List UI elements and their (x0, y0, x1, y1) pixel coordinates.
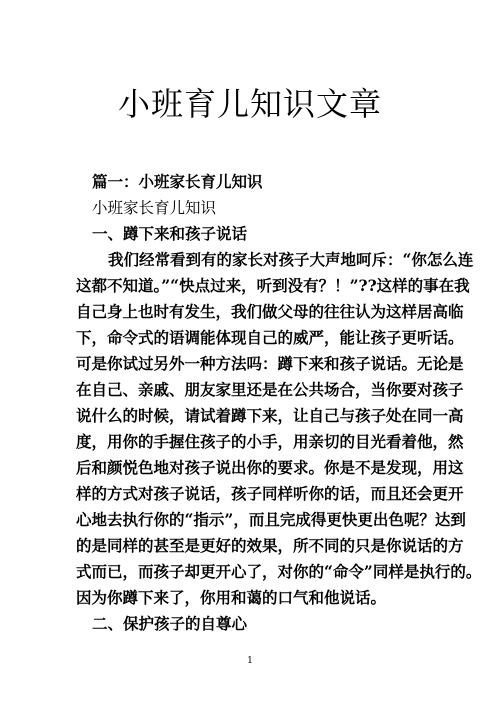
heading-2: 二、保护孩子的自尊心 (92, 614, 248, 633)
paragraph-line: 度，用你的手握住孩子的小手，用亲切的目光看着他，然 (76, 432, 464, 451)
paragraph-line: 下，命令式的语调能体现自己的威严，能让孩子更听话。 (76, 328, 464, 347)
paragraph-line: 我们经常看到有的家长对孩子大声地呵斥：“你怎么连 (108, 250, 474, 269)
paragraph-line: 式而已，而孩子却更开心了，对你的“命令”同样是执行的。 (76, 562, 482, 581)
paragraph-line: 自己身上也时有发生，我们做父母的往往认为这样居高临 (76, 302, 464, 321)
section-heading: 篇一：小班家长育儿知识 (92, 172, 263, 191)
document-title: 小班育儿知识文章 (117, 85, 382, 123)
paragraph-line: 的是同样的甚至是更好的效果，所不同的只是你说话的方 (76, 536, 464, 555)
paragraph-line: 这都不知道。”“快点过来，听到没有？！”??这样的事在我 (76, 276, 470, 295)
paragraph-line: 因为你蹲下来了，你用和蔼的口气和他说话。 (76, 588, 387, 607)
subtitle: 小班家长育儿知识 (92, 199, 217, 217)
heading-1: 一、蹲下来和孩子说话 (92, 224, 248, 243)
paragraph-line: 在自己、亲戚、朋友家里还是在公共场合，当你要对孩子 (76, 380, 464, 399)
paragraph-line: 说什么的时候，请试着蹲下来，让自己与孩子处在同一高 (76, 406, 464, 425)
paragraph-line: 心地去执行你的“指示”，而且完成得更快更出色呢？达到 (76, 510, 466, 529)
paragraph-line: 样的方式对孩子说话，孩子同样听你的话，而且还会更开 (76, 484, 464, 503)
paragraph-line: 可是你试过另外一种方法吗：蹲下来和孩子说话。无论是 (76, 354, 464, 373)
page-number: 1 (247, 656, 253, 666)
paragraph-line: 后和颜悦色地对孩子说出你的要求。你是不是发现，用这 (76, 458, 464, 477)
